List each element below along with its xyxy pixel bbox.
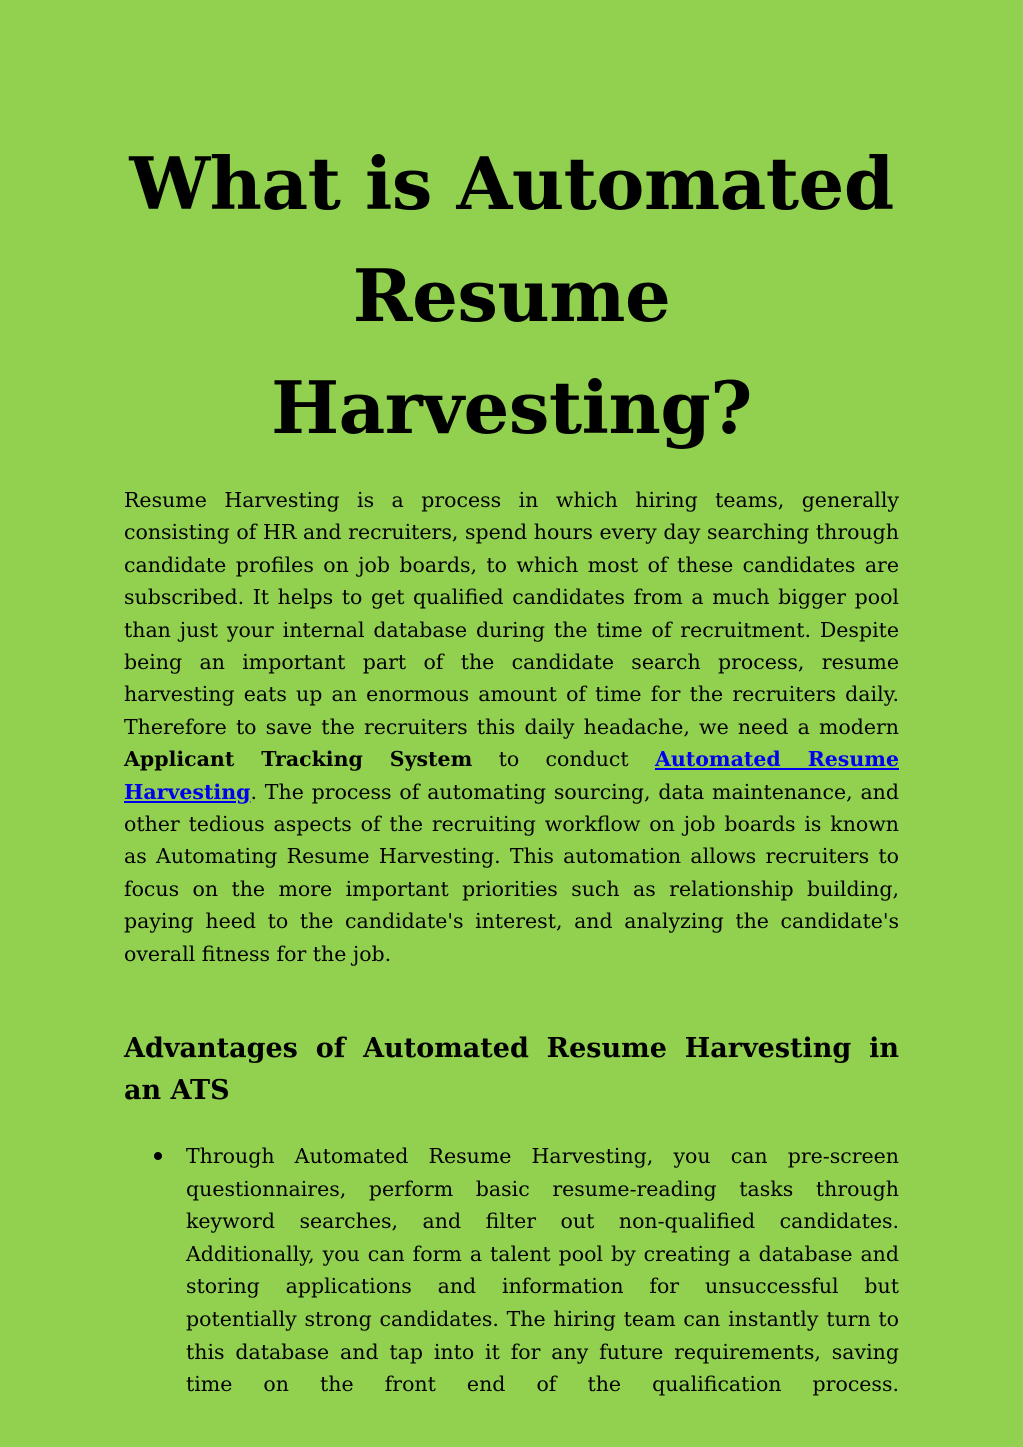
applicant-tracking-system-bold: Applicant Tracking System xyxy=(124,747,473,772)
intro-text-part-3: . The process of automating sourcing, data maintenance, and other tedious aspects of the recruiting workflow on job boards is known as Automating Resume Harvesting. This automation allows recruiters to focus on the more important priorities such as relationship building, paying heed to the candidate's interest, and analyzing the candidate's overall fitness for the job. xyxy=(124,779,899,966)
advantages-heading: Advantages of Automated Resume Harvesting in an ATS xyxy=(124,1033,899,1107)
advantages-list xyxy=(124,1140,899,1401)
page-title-line-2: Resume Harvesting? xyxy=(271,253,752,450)
intro-text-part-2: to conduct xyxy=(472,747,655,772)
page-title xyxy=(124,128,899,464)
list-item xyxy=(124,1140,899,1401)
page-title-line-1: What is Automated xyxy=(129,141,894,226)
intro-text-part-1: Resume Harvesting is a process in which hiring teams, generally consisting of HR and recruiters, spend hours every day searching through candidate profiles on job boards, to which most of these candidates are subscribed. It helps to get qualified candidates from a much bigger pool than just your internal database during the time of recruitment. Despite being an important part of the candidate search process, resume harvesting eats up an enormous amount of time for the recruiters daily. Therefore to save the recruiters this daily headache, we need a modern xyxy=(124,488,899,739)
list-item-text: Through Automated Resume Harvesting, you can pre-screen questionnaires, perform basic resume-reading tasks through keyword searches, and filter out non-qualified candidates. Additionally, you can form a talent pool by creating a database and storing applications and information for unsuccessful but potentially strong candidates. The hiring team can instantly turn to this database and tap into it for any future requirements, saving time on the front end of the qualification process. xyxy=(186,1144,899,1397)
bullet-dot-icon xyxy=(154,1152,162,1160)
automated-resume-harvesting-link[interactable]: Automated Resume Harvesting xyxy=(124,747,899,804)
document-page xyxy=(124,128,899,1401)
intro-paragraph xyxy=(124,484,899,970)
